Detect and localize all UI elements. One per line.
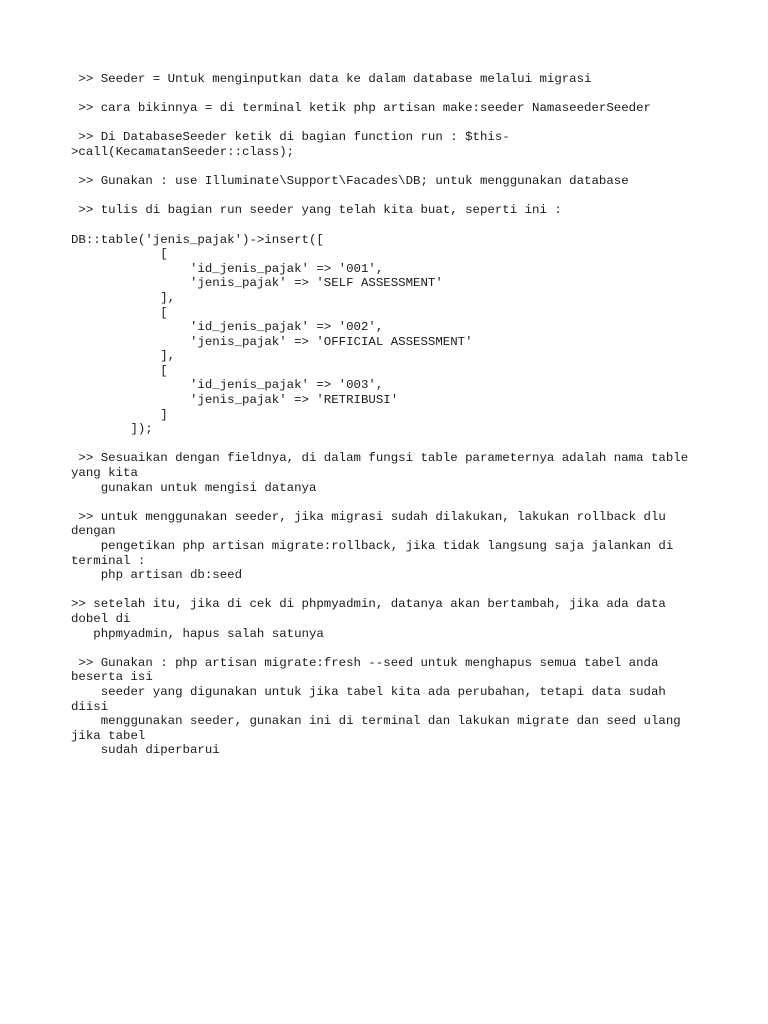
document-line: >> cara bikinnya = di terminal ketik php artisan make:seeder NamaseederSeeder	[71, 101, 651, 116]
document-line: ]	[71, 407, 168, 422]
document-line: >> Gunakan : php artisan migrate:fresh --seed untuk menghapus semua tabel anda	[71, 655, 659, 670]
document-line	[71, 583, 711, 598]
document-line: >> Seeder = Untuk menginputkan data ke dalam database melalui migrasi	[71, 72, 592, 86]
document-line: 'id_jenis_pajak' => '002',	[71, 320, 384, 335]
document-line: diisi	[71, 699, 109, 714]
document-line: sudah diperbarui	[71, 743, 220, 758]
document-line	[71, 641, 711, 656]
document-line: DB::table('jenis_pajak')->insert([	[71, 232, 324, 247]
document-line: ]);	[71, 422, 153, 437]
document-line	[71, 87, 711, 102]
document-line: 'id_jenis_pajak' => '003',	[71, 378, 384, 393]
document-line	[71, 218, 711, 233]
document-line: 'id_jenis_pajak' => '001',	[71, 261, 384, 276]
document-line: pengetikan php artisan migrate:rollback, jika tidak langsung saja jalankan di	[71, 539, 674, 553]
document-line: phpmyadmin, hapus salah satunya	[71, 626, 324, 641]
document-line: beserta isi	[71, 670, 153, 685]
document-line: >> Gunakan : use Illuminate\Support\Facades\DB; untuk menggunakan database	[71, 174, 629, 189]
document-line: [	[71, 305, 168, 320]
document-line: menggunakan seeder, gunakan ini di terminal dan lakukan migrate dan seed ulang	[71, 714, 681, 729]
document-line	[71, 495, 711, 510]
document-line: dengan	[71, 524, 116, 539]
document-line: 'jenis_pajak' => 'SELF ASSESSMENT'	[71, 276, 443, 291]
document-line: >> tulis di bagian run seeder yang telah kita buat, seperti ini :	[71, 203, 562, 218]
document-line: terminal :	[71, 553, 146, 568]
document-line: >call(KecamatanSeeder::class);	[71, 144, 295, 159]
document-line: seeder yang digunakan untuk jika tabel kita ada perubahan, tetapi data sudah	[71, 684, 666, 699]
document-line: gunakan untuk mengisi datanya	[71, 480, 317, 495]
document-line	[71, 160, 711, 175]
document-text	[71, 72, 711, 758]
document-line: ],	[71, 290, 176, 305]
document-line: >> Di DatabaseSeeder ketik di bagian function run : $this-	[71, 130, 510, 145]
document-line: yang kita	[71, 466, 138, 481]
document-line: [	[71, 363, 168, 378]
document-line	[71, 116, 711, 131]
document-line	[71, 437, 711, 452]
document-line: jika tabel	[71, 728, 146, 743]
document-line: 'jenis_pajak' => 'OFFICIAL ASSESSMENT'	[71, 334, 473, 349]
document-line: ],	[71, 349, 176, 364]
document-line: 'jenis_pajak' => 'RETRIBUSI'	[71, 393, 399, 408]
document-line: [	[71, 247, 168, 262]
document-line: >> untuk menggunakan seeder, jika migrasi sudah dilakukan, lakukan rollback dlu	[71, 509, 666, 524]
document-line: dobel di	[71, 611, 131, 626]
document-line	[71, 189, 711, 204]
document-line: php artisan db:seed	[71, 568, 243, 583]
document-line: >> setelah itu, jika di cek di phpmyadmin, datanya akan bertambah, jika ada data	[71, 597, 666, 612]
document-line: >> Sesuaikan dengan fieldnya, di dalam fungsi table parameternya adalah nama table	[71, 451, 689, 466]
